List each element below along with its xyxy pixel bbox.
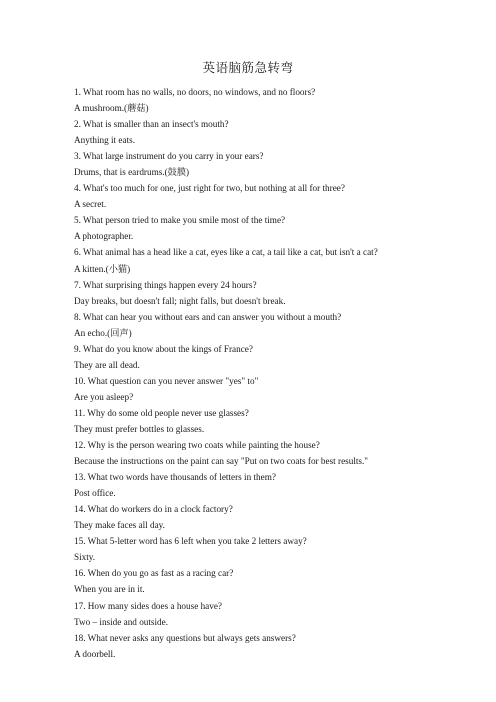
answer-line: They are all dead.	[74, 359, 140, 370]
answer-line: Post office.	[74, 488, 116, 499]
question-line: 16. When do you go as fast as a racing car?	[74, 568, 234, 579]
answer-line: Anything it eats.	[74, 135, 135, 146]
question-line: 5. What person tried to make you smile most of the time?	[74, 215, 286, 226]
question-line: 11. Why do some old people never use glasses?	[74, 407, 249, 418]
answer-line: A mushroom.(蘑菇)	[74, 103, 149, 114]
question-line: 2. What is smaller than an insect's mouth?	[74, 119, 229, 130]
page-title: 英语脑筋急转弯	[202, 61, 294, 75]
question-line: 14. What do workers do in a clock factory?	[74, 504, 233, 515]
question-line: 15. What 5-letter word has 6 left when you take 2 letters away?	[74, 536, 307, 547]
answer-line: Two – inside and outside.	[74, 616, 169, 627]
question-line: 17. How many sides does a house have?	[74, 600, 222, 611]
question-line: 7. What surprising things happen every 24 hours?	[74, 279, 257, 290]
answer-line: An echo.(回声)	[74, 327, 132, 338]
answer-line: A doorbell.	[74, 648, 116, 659]
answer-line: A photographer.	[74, 231, 134, 242]
answer-line: Drums, that is eardrums.(鼓膜)	[74, 167, 190, 178]
answer-line: They must prefer bottles to glasses.	[74, 423, 205, 434]
question-line: 4. What's too much for one, just right for two, but nothing at all for three?	[74, 183, 345, 194]
question-line: 10. What question can you never answer "yes" to"	[74, 375, 259, 386]
answer-line: When you are in it.	[74, 584, 145, 595]
question-line: 6. What animal has a head like a cat, eyes like a cat, a tail like a cat, but isn't a cat?	[74, 247, 378, 258]
answer-line: A secret.	[74, 199, 107, 210]
question-line: 12. Why is the person wearing two coats while painting the house?	[74, 440, 320, 451]
question-line: 18. What never asks any questions but always gets answers?	[74, 632, 296, 643]
answer-line: A kitten.(小猫)	[74, 263, 131, 274]
question-line: 3. What large instrument do you carry in your ears?	[74, 151, 264, 162]
answer-line: Because the instructions on the paint can say "Put on two coats for best results."	[74, 456, 369, 467]
answer-line: Sixty.	[74, 552, 96, 563]
answer-line: Are you asleep?	[74, 391, 134, 402]
riddle-list	[74, 84, 484, 662]
question-line: 13. What two words have thousands of letters in them?	[74, 472, 276, 483]
answer-line: Day breaks, but doesn't fall; night falls, but doesn't break.	[74, 295, 286, 306]
answer-line: They make faces all day.	[74, 520, 165, 531]
question-line: 1. What room has no walls, no doors, no windows, and no floors?	[74, 87, 316, 97]
question-line: 8. What can hear you without ears and can answer you without a mouth?	[74, 311, 342, 322]
question-line: 9. What do you know about the kings of France?	[74, 343, 253, 354]
